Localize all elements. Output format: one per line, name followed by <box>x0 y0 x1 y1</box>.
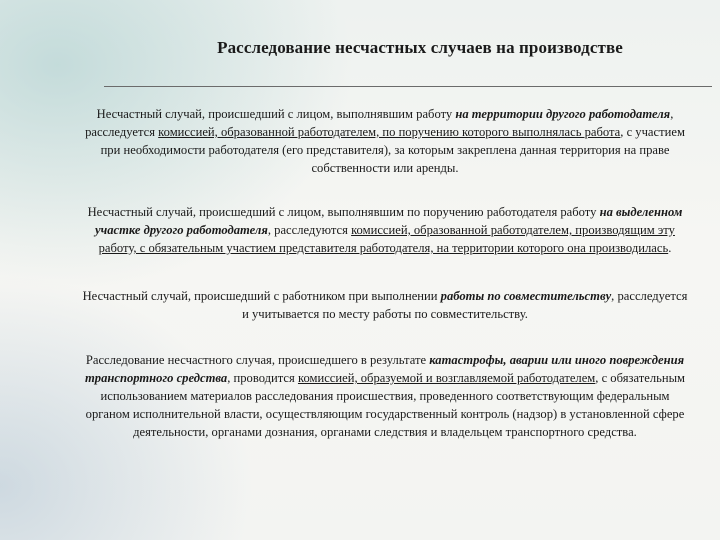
p2-underlined: комиссией, образованной работодателем, производящим эту работу, с обязательным участием представителя работодателя, на территории которого она производилась <box>98 223 675 255</box>
p3-text-a: Несчастный случай, происшедший с работником при выполнении <box>82 289 441 303</box>
p2-text-a: Несчастный случай, происшедший с лицом, выполнявшим по поручению работодателя работу <box>87 205 600 219</box>
p1-underlined: комиссией, образованной работодателем, по поручению которого выполнялась работа <box>158 125 621 139</box>
paragraph-other-employer-territory <box>80 105 690 177</box>
p4-text-a: Расследование несчастного случая, происшедшего в результате <box>85 353 430 367</box>
paragraph-allocated-site <box>80 203 690 257</box>
paragraph-part-time-work <box>80 287 690 323</box>
p2-text-c: , расследуются <box>267 223 352 237</box>
p3-text-c: , расследуется и учитывается по месту работы по совместительству. <box>242 289 688 321</box>
p1-text-e: , с участием при необходимости работодателя (его представителя), за которым закреплена данная территория на праве собственности или аренды. <box>100 125 685 175</box>
p1-text-c: , расследуется <box>85 107 674 139</box>
p4-underlined: комиссией, образуемой и возглавляемой работодателем <box>297 371 596 385</box>
p4-text-e: , с обязательным использованием материалов расследования происшествия, проведенного соответствующим федеральным органом исполнительной власти, осуществляющим государственный контроль (надзор) в установленной сфере деятельности, органами дознания, органами следствия и владельцем транспортного средства. <box>85 371 686 439</box>
p4-emphasis: катастрофы, аварии или иного повреждения транспортного средства <box>84 353 685 385</box>
p2-emphasis: на выделенном участке другого работодателя <box>95 205 683 237</box>
p4-text-c: , проводится <box>227 371 298 385</box>
title-divider <box>104 86 712 87</box>
p1-text-a: Несчастный случай, происшедший с лицом, выполнявшим работу <box>96 107 456 121</box>
p2-text-e: . <box>668 241 672 255</box>
p1-emphasis: на территории другого работодателя <box>455 107 671 121</box>
p3-emphasis: работы по совместительству <box>440 289 612 303</box>
slide-title: Расследование несчастных случаев на производстве <box>217 38 623 57</box>
paragraph-transport-accident <box>80 351 690 441</box>
